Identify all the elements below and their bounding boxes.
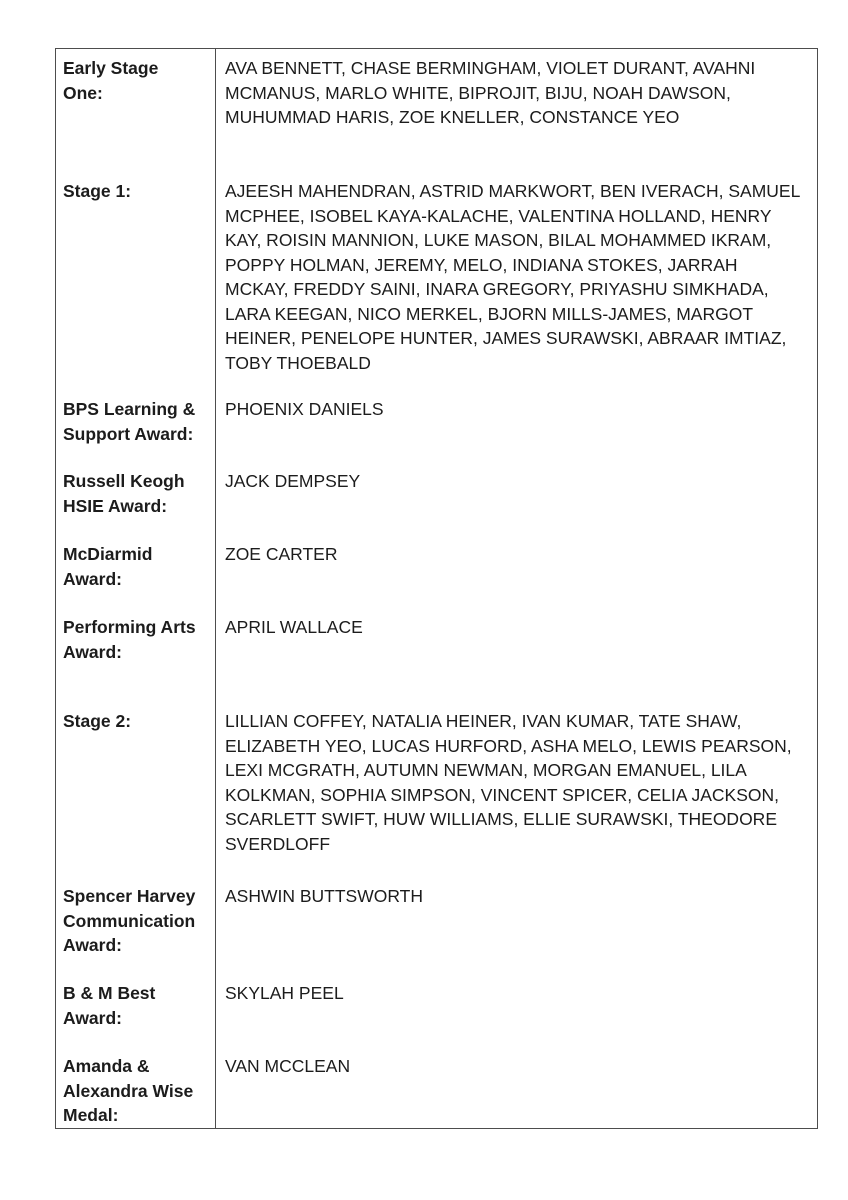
table-row [56, 1054, 817, 1128]
award-recipients: AVA BENNETT, CHASE BERMINGHAM, VIOLET DURANT, AVAHNI MCMANUS, MARLO WHITE, BIPROJIT, BIJU, NOAH DAWSON, MUHUMMAD HARIS, ZOE KNELLER, CONSTANCE YEO [225, 58, 756, 127]
award-label: B & M Best Award: [56, 981, 216, 1054]
award-label: Stage 2: [56, 709, 216, 884]
table-row [56, 397, 817, 469]
awards-table [55, 48, 818, 1129]
award-recipients: APRIL WALLACE [225, 617, 363, 637]
table-row [56, 709, 817, 884]
award-recipients: AJEESH MAHENDRAN, ASTRID MARKWORT, BEN IVERACH, SAMUEL MCPHEE, ISOBEL KAYA-KALACHE, VALENTINA HOLLAND, HENRY KAY, ROISIN MANNION, LUKE MASON, BILAL MOHAMMED IKRAM, POPPY HOLMAN, JEREMY, MELO, INDIANA STOKES, JARRAH MCKAY, FREDDY SAINI, INARA GREGORY, PRIYASHU SIMKHADA, LARA KEEGAN, NICO MERKEL, BJORN MILLS-JAMES, MARGOT HEINER, PENELOPE HUNTER, JAMES SURAWSKI, ABRAAR IMTIAZ, TOBY THOEBALD [225, 181, 800, 373]
table-row [56, 49, 817, 179]
award-recipients: PHOENIX DANIELS [225, 399, 384, 419]
award-recipients: ASHWIN BUTTSWORTH [225, 886, 424, 906]
table-row [56, 981, 817, 1054]
award-label: Spencer Harvey Communication Award: [56, 884, 216, 981]
award-label: Amanda & Alexandra Wise Medal: [56, 1054, 216, 1128]
award-recipients: JACK DEMPSEY [225, 471, 361, 491]
table-row [56, 179, 817, 397]
table-row [56, 615, 817, 709]
award-label: Russell Keogh HSIE Award: [56, 469, 216, 542]
award-recipients: VAN MCCLEAN [225, 1056, 351, 1076]
award-label: BPS Learning & Support Award: [56, 397, 216, 469]
award-recipients: ZOE CARTER [225, 544, 338, 564]
table-row [56, 542, 817, 615]
table-row [56, 469, 817, 542]
award-label: Performing Arts Award: [56, 615, 216, 709]
award-recipients: SKYLAH PEEL [225, 983, 344, 1003]
award-label: Stage 1: [56, 179, 216, 397]
award-label: McDiarmid Award: [56, 542, 216, 615]
award-label: Early Stage One: [56, 49, 216, 179]
table-row [56, 884, 817, 981]
award-recipients: LILLIAN COFFEY, NATALIA HEINER, IVAN KUMAR, TATE SHAW, ELIZABETH YEO, LUCAS HURFORD, ASHA MELO, LEWIS PEARSON, LEXI MCGRATH, AUTUMN NEWMAN, MORGAN EMANUEL, LILA KOLKMAN, SOPHIA SIMPSON, VINCENT SPICER, CELIA JACKSON, SCARLETT SWIFT, HUW WILLIAMS, ELLIE SURAWSKI, THEODORE SVERDLOFF [225, 711, 792, 854]
